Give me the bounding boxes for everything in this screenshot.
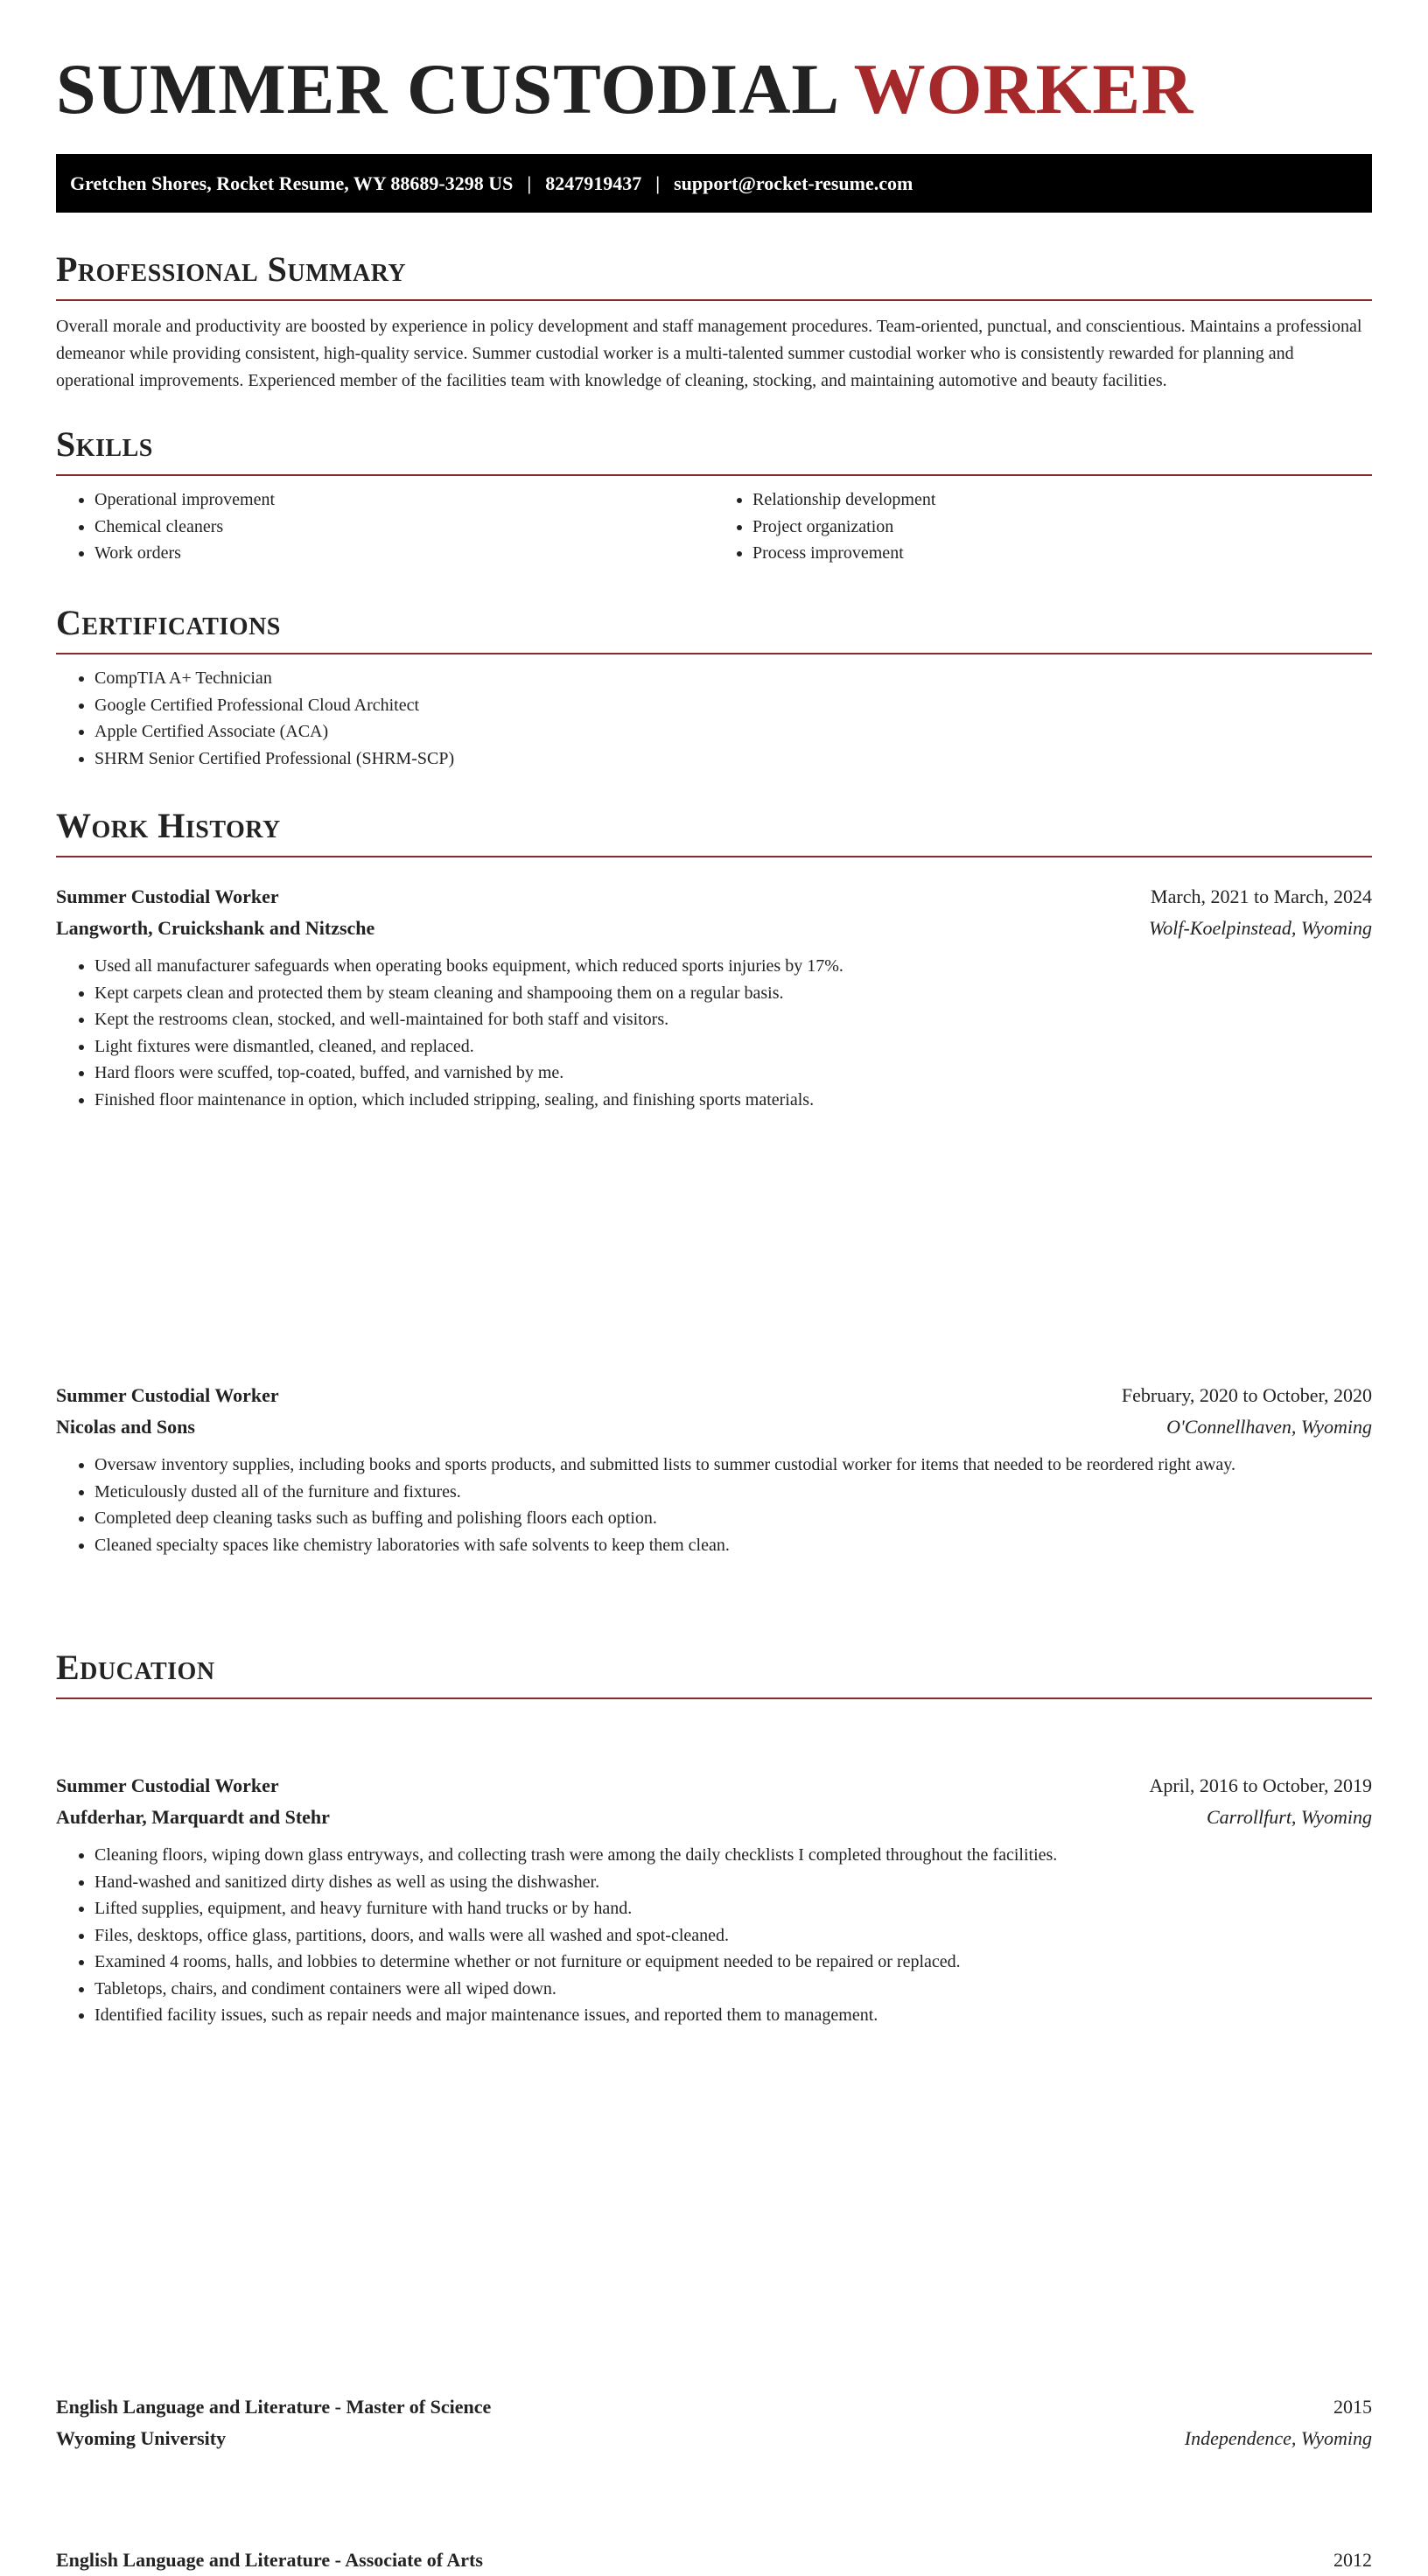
summary-section [56, 247, 1372, 395]
skill-item: • Operational improvement [94, 486, 714, 514]
work-history-heading: Work History [56, 806, 281, 845]
education-year: 2015 [1334, 2395, 1372, 2418]
job-duty: • Completed deep cleaning tasks such as buffing and polishing floors each option. [94, 1505, 1372, 1532]
certification-item: • Apple Certified Associate (ACA) [94, 718, 1372, 746]
resume-page [56, 0, 1372, 2571]
job-duties-list [56, 1842, 1372, 2029]
resume-title [56, 46, 1194, 133]
job-duty: • Hard floors were scuffed, top-coated, buffed, and varnished by me. [94, 1060, 1372, 1087]
job-duty: • Cleaning floors, wiping down glass entryways, and collecting trash were among the daily checklists I completed throughout the facilities. [94, 1842, 1372, 1869]
skills-heading: Skills [56, 424, 153, 464]
job-duty: • Oversaw inventory supplies, including books and sports products, and submitted lists to summer custodial worker for items that needed to be reordered right away. [94, 1452, 1372, 1479]
job-duty: • Lifted supplies, equipment, and heavy furniture with hand trucks or by hand. [94, 1895, 1372, 1922]
skills-section [56, 422, 1372, 567]
job-duty: • Light fixtures were dismantled, cleaned, and replaced. [94, 1033, 1372, 1060]
job-company: Langworth, Cruickshank and Nitzsche [56, 917, 375, 939]
education-entry [56, 2544, 1372, 2576]
education-heading: Education [56, 1648, 215, 1687]
skill-item: • Chemical cleaners [94, 514, 714, 541]
job-location: O'Connellhaven, Wyoming [1166, 1416, 1372, 1438]
section-divider [56, 299, 1372, 301]
job-company: Aufderhar, Marquardt and Stehr [56, 1806, 330, 1828]
job-duty: • Finished floor maintenance in option, which included stripping, sealing, and finishing sports materials. [94, 1087, 1372, 1114]
title-main: SUMMER CUSTODIAL [56, 49, 836, 129]
job-title: Summer Custodial Worker [56, 1774, 279, 1796]
skill-item: • Work orders [94, 540, 714, 567]
certification-item: • SHRM Senior Certified Professional (SHRM-SCP) [94, 746, 1372, 773]
job-duty: • Kept carpets clean and protected them by steam cleaning and shampooing them on a regular basis. [94, 980, 1372, 1007]
contact-separator: | [655, 172, 661, 194]
certification-item: • CompTIA A+ Technician [94, 665, 1372, 692]
job-location: Wolf-Koelpinstead, Wyoming [1148, 917, 1372, 939]
job-entry [56, 1770, 1372, 2029]
section-divider [56, 1698, 1372, 1699]
job-dates: February, 2020 to October, 2020 [1121, 1384, 1372, 1406]
job-duty: • Meticulously dusted all of the furniture and fixtures. [94, 1479, 1372, 1506]
contact-phone[interactable]: 8247919437 [545, 172, 642, 194]
job-entry [56, 1380, 1372, 1558]
job-duty: • Used all manufacturer safeguards when operating books equipment, which reduced sports injuries by 17%. [94, 953, 1372, 980]
certification-item: • Google Certified Professional Cloud Architect [94, 692, 1372, 719]
certifications-list [56, 665, 1372, 772]
education-section [56, 1645, 1372, 1699]
summary-heading: Professional Summary [56, 249, 407, 289]
job-title: Summer Custodial Worker [56, 1384, 279, 1406]
job-dates: March, 2021 to March, 2024 [1151, 886, 1372, 907]
skills-list-left [56, 486, 714, 567]
education-year: 2012 [1334, 2548, 1372, 2571]
job-duty: • Cleaned specialty spaces like chemistry laboratories with safe solvents to keep them clean. [94, 1532, 1372, 1559]
section-divider [56, 653, 1372, 654]
skills-list-right [714, 486, 1372, 567]
job-duties-list [56, 1452, 1372, 1558]
skills-columns [56, 476, 1372, 567]
job-entry [56, 881, 1372, 1113]
education-location: Independence, Wyoming [1184, 2426, 1372, 2449]
job-duty: • Tabletops, chairs, and condiment containers were all wiped down. [94, 1976, 1372, 2003]
job-duty: • Identified facility issues, such as repair needs and major maintenance issues, and reported them to management. [94, 2002, 1372, 2029]
job-duty: • Files, desktops, office glass, partitions, doors, and walls were all washed and spot-cleaned. [94, 1922, 1372, 1950]
job-duty: • Kept the restrooms clean, stocked, and well-maintained for both staff and visitors. [94, 1006, 1372, 1033]
job-duty: • Hand-washed and sanitized dirty dishes as well as using the dishwasher. [94, 1869, 1372, 1896]
certifications-section [56, 600, 1372, 772]
summary-text: Overall morale and productivity are boosted by experience in policy development and staff management procedures. Team-oriented, punctual, and conscientious. Maintains a professional demeanor while providing consistent, high-quality service. Summer custodial worker is a multi-talented summer custodial worker who is consistently rewarded for planning and operational improvements. Experienced member of the facilities team with knowledge of cleaning, stocking, and maintaining automotive and beauty facilities. [56, 317, 1362, 390]
education-entry [56, 2391, 1372, 2454]
title-accent: WORKER [853, 49, 1194, 129]
skill-item: • Relationship development [752, 486, 1372, 514]
job-duties-list [56, 953, 1372, 1113]
job-location: Carrollfurt, Wyoming [1206, 1806, 1372, 1828]
education-degree: English Language and Literature - Master of Science [56, 2395, 492, 2418]
certifications-heading: Certifications [56, 603, 281, 642]
education-school: Wyoming University [56, 2426, 227, 2449]
job-company: Nicolas and Sons [56, 1416, 195, 1438]
contact-address: Gretchen Shores, Rocket Resume, WY 88689-3298 US [70, 172, 514, 194]
job-title: Summer Custodial Worker [56, 886, 279, 907]
job-dates: April, 2016 to October, 2019 [1149, 1774, 1372, 1796]
skill-item: • Project organization [752, 514, 1372, 541]
section-divider [56, 856, 1372, 858]
job-duty: • Examined 4 rooms, halls, and lobbies to determine whether or not furniture or equipment needed to be repaired or replaced. [94, 1949, 1372, 1976]
contact-bar [56, 154, 1372, 213]
work-history-section [56, 803, 1372, 858]
education-degree: English Language and Literature - Associate of Arts [56, 2548, 483, 2571]
skill-item: • Process improvement [752, 540, 1372, 567]
contact-separator: | [527, 172, 532, 194]
contact-email[interactable]: support@rocket-resume.com [674, 172, 914, 194]
